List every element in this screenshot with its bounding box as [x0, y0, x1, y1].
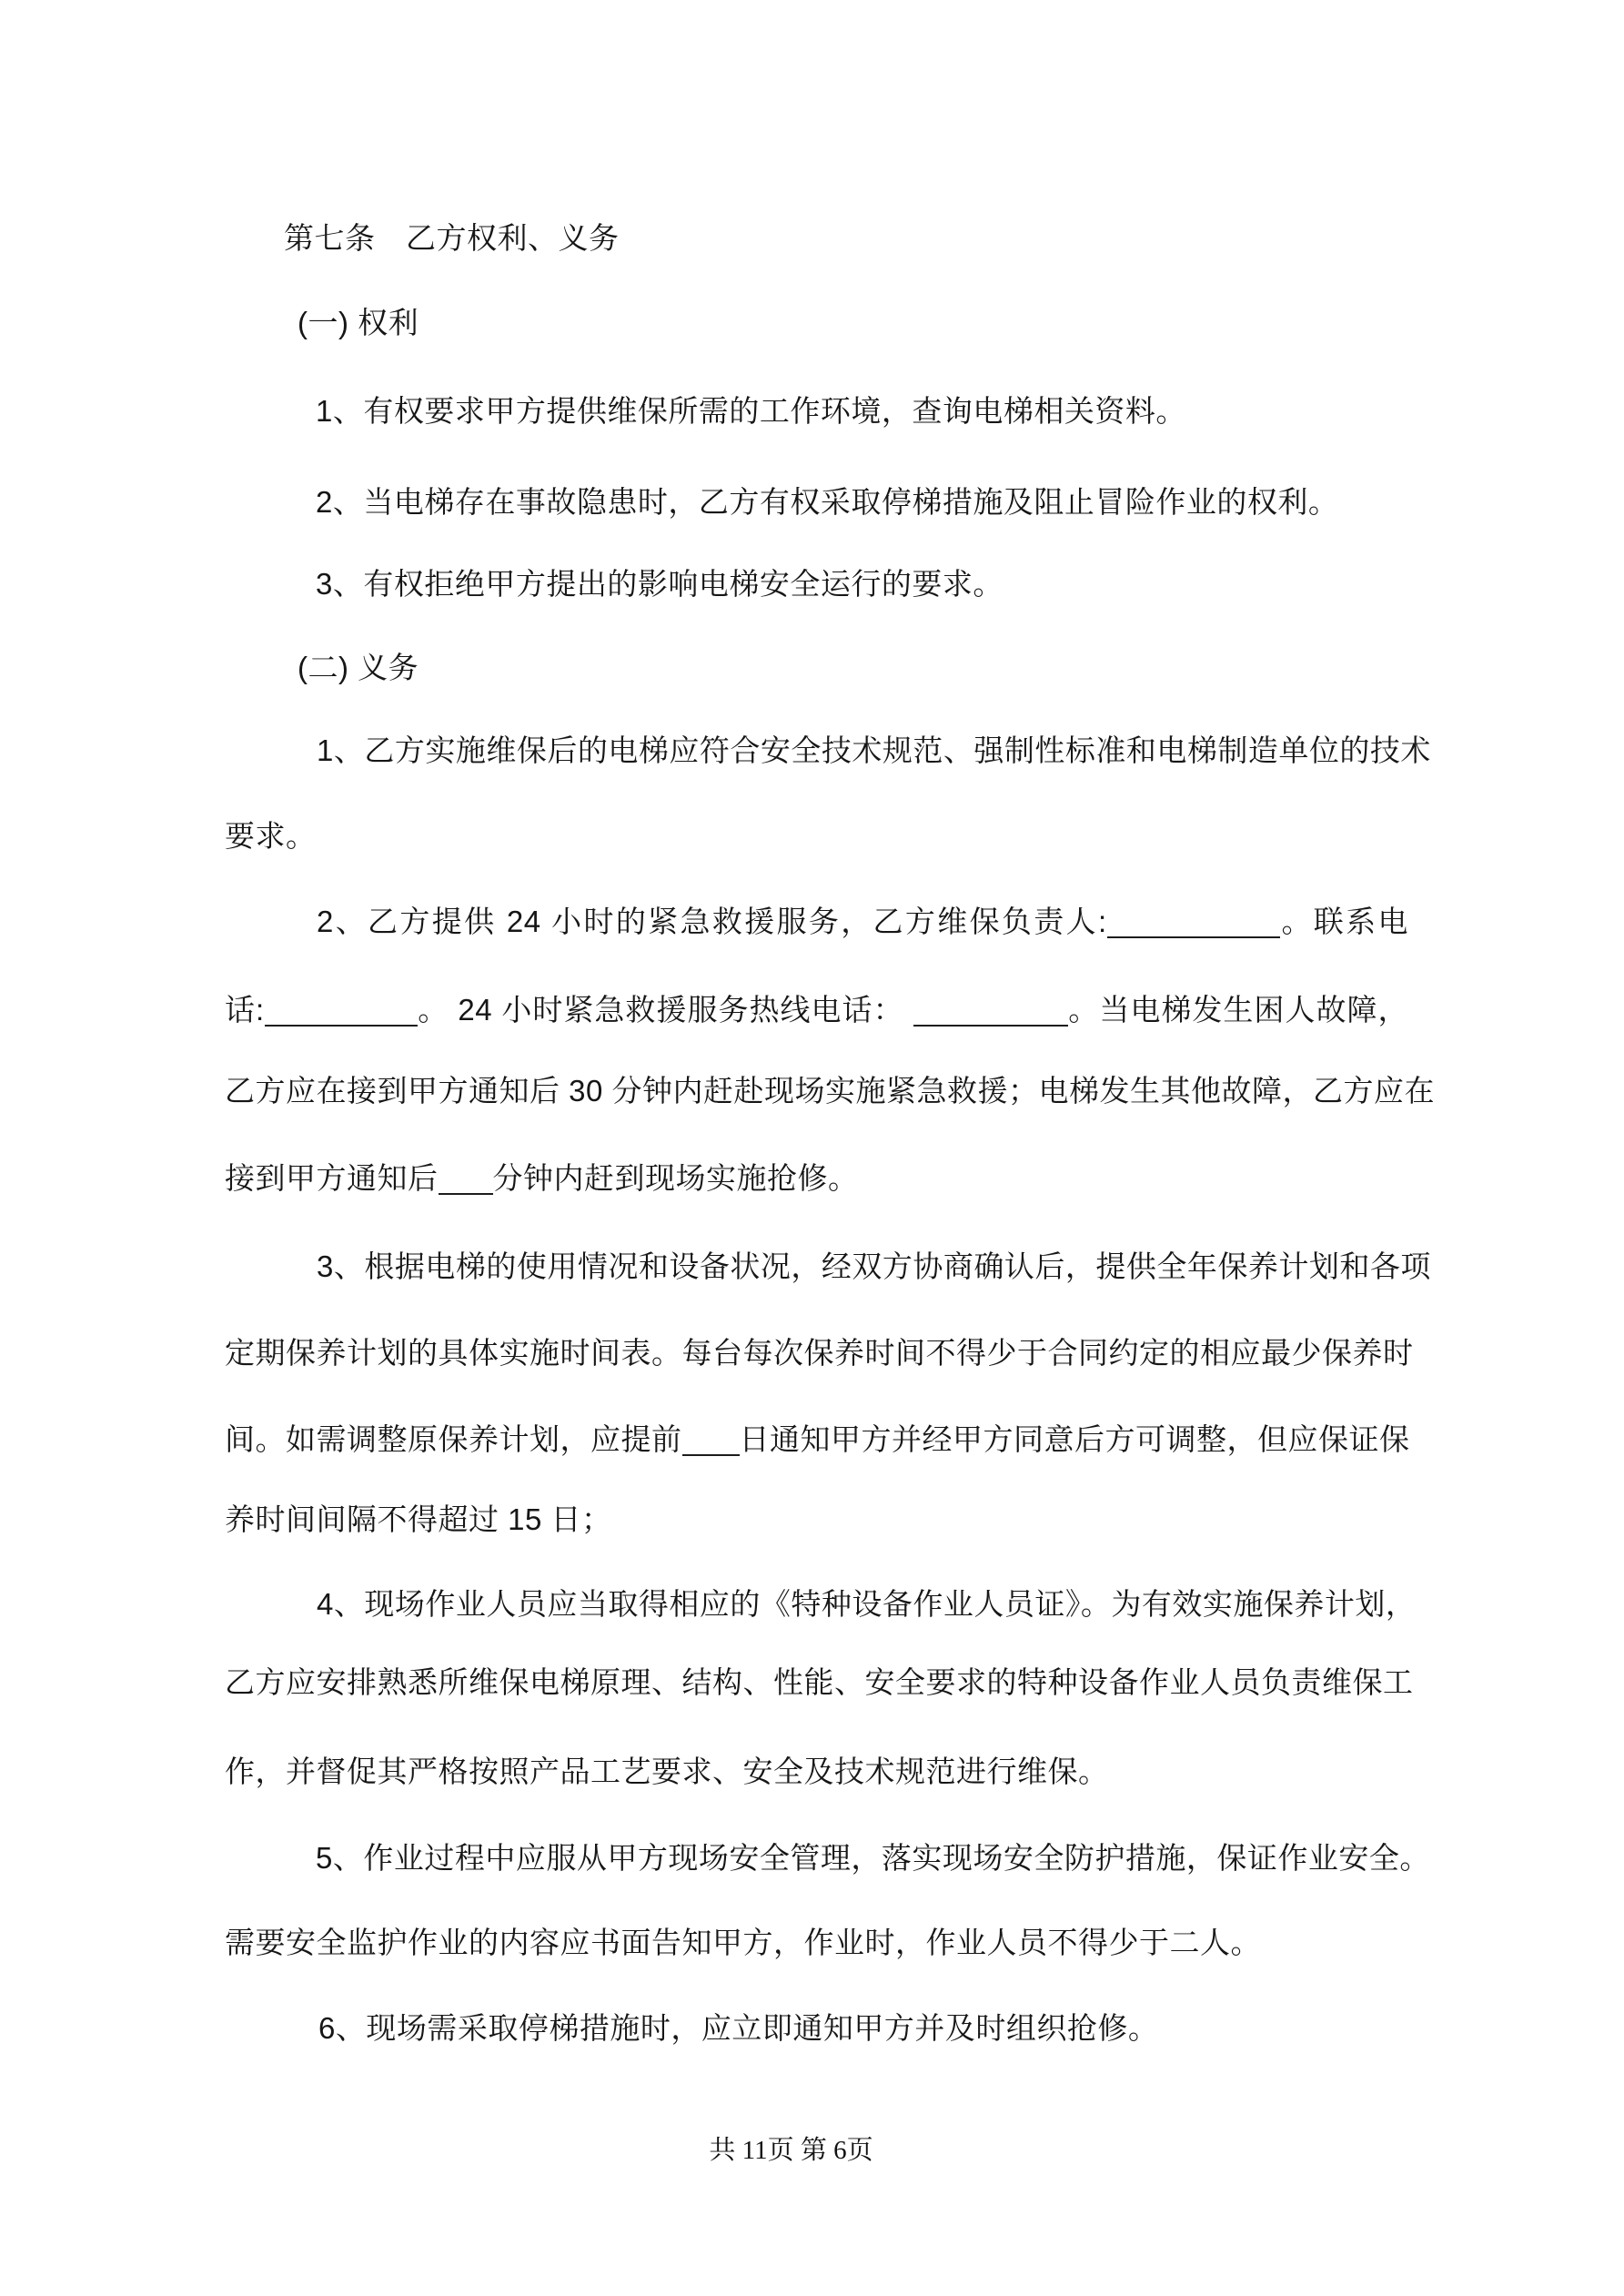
- obligations-item-2-line-4: 接到甲方通知后 分钟内赶到现场实施抢修。: [225, 1161, 859, 1195]
- blank-underline: [1107, 906, 1280, 938]
- obligations-item-6: 6、现场需采取停梯措施时，应立即通知甲方并及时组织抢修。: [318, 2011, 1159, 2045]
- rights-item-3: 3、有权拒绝甲方提出的影响电梯安全运行的要求。: [316, 567, 1004, 601]
- obligations-item-5-line-1: 5、作业过程中应服从甲方现场安全管理，落实现场安全防护措施，保证作业安全。: [316, 1841, 1430, 1875]
- obligations-item-5-line-2: 需要安全监护作业的内容应书面告知甲方，作业时，作业人员不得少于二人。: [225, 1926, 1261, 1959]
- page-number-footer: 共 11页 第 6页: [709, 2136, 873, 2165]
- blank-underline: [913, 995, 1068, 1027]
- section-heading: 第七条 乙方权利、义务: [284, 221, 620, 255]
- obligations-item-2-line-1: 2、乙方提供 24 小时的紧急救援服务，乙方维保负责人: 。联系电: [317, 905, 1408, 938]
- obligations-item-4-line-2: 乙方应安排熟悉所维保电梯原理、结构、性能、安全要求的特种设备作业人员负责维保工: [225, 1665, 1414, 1699]
- blank-underline: [439, 1163, 493, 1195]
- obligations-item-3-line-2: 定期保养计划的具体实施时间表。每台每次保养时间不得少于合同约定的相应最少保养时: [225, 1336, 1414, 1370]
- rights-item-2: 2、当电梯存在事故隐患时，乙方有权采取停梯措施及阻止冒险作业的权利。: [316, 485, 1339, 519]
- obligations-item-4-line-1: 4、现场作业人员应当取得相应的《特种设备作业人员证》。为有效实施保养计划，: [317, 1587, 1417, 1621]
- blank-underline: [682, 1424, 740, 1456]
- obligations-item-1-line-1: 1、乙方实施维保后的电梯应符合安全技术规范、强制性标准和电梯制造单位的技术: [317, 733, 1431, 767]
- subsection-obligations: (二) 义务: [298, 651, 419, 684]
- blank-underline: [265, 995, 418, 1027]
- obligations-item-3-line-1: 3、根据电梯的使用情况和设备状况，经双方协商确认后，提供全年保养计划和各项: [317, 1249, 1431, 1283]
- obligations-item-2-line-3: 乙方应在接到甲方通知后 30 分钟内赶赴现场实施紧急救援；电梯发生其他故障，乙方应在: [225, 1074, 1436, 1108]
- obligations-item-1-line-2: 要求。: [225, 819, 317, 853]
- obligations-item-4-line-3: 作，并督促其严格按照产品工艺要求、安全及技术规范进行维保。: [225, 1755, 1109, 1788]
- obligations-item-3-line-3: 间。如需调整原保养计划，应提前 日通知甲方并经甲方同意后方可调整，但应保证保: [225, 1422, 1410, 1456]
- rights-item-1: 1、有权要求甲方提供维保所需的工作环境，查询电梯相关资料。: [316, 394, 1186, 428]
- obligations-item-2-line-2: 话: 。 24 小时紧急救援服务热线电话： 。当电梯发生困人故障，: [225, 993, 1409, 1027]
- obligations-item-3-line-4: 养时间间隔不得超过 15 日；: [225, 1502, 612, 1536]
- subsection-rights: (一) 权利: [298, 306, 419, 339]
